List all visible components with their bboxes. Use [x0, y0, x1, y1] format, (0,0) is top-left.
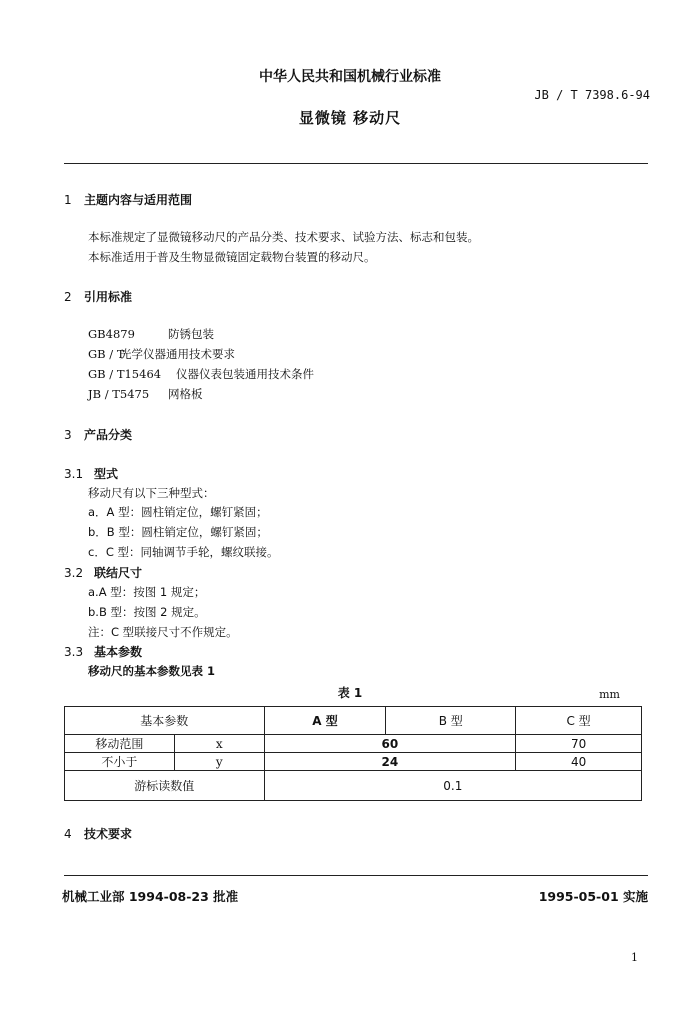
page-title: 显微镜 移动尺 — [298, 109, 402, 127]
dimension-item: b.B 型：按图 2 规定。 — [88, 605, 206, 619]
header-rule — [64, 163, 648, 164]
section-4-heading — [64, 825, 132, 842]
section-title: 联结尺寸 — [94, 566, 143, 580]
reference-name: 仪器仪表包装通用技术条件 — [176, 367, 314, 381]
section-1-heading — [64, 191, 192, 208]
standard-org: 中华人民共和国机械行业标准 — [259, 69, 441, 85]
table-cell: x — [174, 735, 264, 753]
section-title: 引用标准 — [84, 290, 133, 304]
reference-code: GB4879 — [88, 327, 135, 341]
table-header-cell: A 型 — [264, 707, 386, 735]
section-title: 型式 — [94, 467, 119, 481]
table-row — [65, 753, 642, 771]
reference-code: GB / T15464 — [88, 367, 162, 381]
reference-name: 防锈包装 — [168, 327, 214, 341]
reference-name: 光学仪器通用技术要求 — [120, 347, 235, 361]
table-header-cell: C 型 — [516, 707, 642, 735]
table-cell: 24 — [264, 753, 516, 771]
parameter-table — [64, 706, 642, 801]
implementation-line: 1995-05-01 实施 — [538, 889, 648, 904]
table-cell: 游标读数值 — [65, 771, 265, 801]
table-cell: 移动范围 — [65, 735, 175, 753]
reference-item — [88, 346, 235, 362]
section-number: 3.3 — [64, 645, 84, 659]
section-number: 3 — [64, 428, 72, 442]
section-title: 产品分类 — [84, 428, 133, 442]
table-row — [65, 735, 642, 753]
table-header-cell: 基本参数 — [65, 707, 265, 735]
section-1-paragraph-2: 本标准适用于普及生物显微镜固定载物台装置的移动尺。 — [88, 250, 376, 264]
type-item: c．C 型：同轴调节手轮，螺纹联接。 — [88, 545, 279, 559]
section-3-1-heading — [64, 465, 118, 482]
table-unit: mm — [599, 688, 620, 701]
dimension-item: a.A 型：按图 1 规定； — [88, 585, 206, 599]
section-3-heading — [64, 426, 132, 443]
standard-code: JB / T 7398.6-94 — [534, 88, 650, 102]
type-item: a．A 型：圆柱销定位，螺钉紧固； — [88, 505, 268, 519]
table-cell: 40 — [516, 753, 642, 771]
table-header-row — [65, 707, 642, 735]
table-cell: 70 — [516, 735, 642, 753]
footer-rule — [64, 875, 648, 876]
table-cell: y — [174, 753, 264, 771]
section-3-2-heading — [64, 564, 142, 581]
section-2-heading — [64, 288, 132, 305]
page-number: 1 — [631, 951, 638, 964]
approval-line: 机械工业部 1994-08-23 批准 — [62, 889, 239, 904]
reference-item — [88, 326, 214, 342]
section-3-1-intro: 移动尺有以下三种型式： — [88, 486, 215, 500]
reference-item — [88, 366, 314, 382]
section-1-paragraph-1: 本标准规定了显微镜移动尺的产品分类、技术要求、试验方法、标志和包装。 — [88, 230, 479, 244]
table-header-cell: B 型 — [386, 707, 516, 735]
table-cell: 不小于 — [65, 753, 175, 771]
section-number: 1 — [64, 193, 72, 207]
table-row — [65, 771, 642, 801]
table-cell: 0.1 — [264, 771, 641, 801]
section-number: 3.1 — [64, 467, 84, 481]
dimension-note: 注：C 型联接尺寸不作规定。 — [88, 625, 238, 639]
section-title: 技术要求 — [84, 827, 133, 841]
section-number: 2 — [64, 290, 72, 304]
section-3-3-heading — [64, 643, 142, 660]
type-item: b．B 型：圆柱销定位，螺钉紧固； — [88, 525, 268, 539]
section-title: 主题内容与适用范围 — [84, 193, 193, 207]
reference-code: JB / T5475 — [88, 387, 150, 401]
reference-name: 网格板 — [168, 387, 203, 401]
section-title: 基本参数 — [94, 645, 143, 659]
section-number: 4 — [64, 827, 72, 841]
reference-code: GB / T — [88, 347, 125, 361]
table-cell: 60 — [264, 735, 516, 753]
section-number: 3.2 — [64, 566, 84, 580]
reference-item — [88, 386, 203, 402]
section-3-3-intro: 移动尺的基本参数见表 1 — [88, 664, 216, 678]
table-caption: 表 1 — [337, 686, 363, 700]
